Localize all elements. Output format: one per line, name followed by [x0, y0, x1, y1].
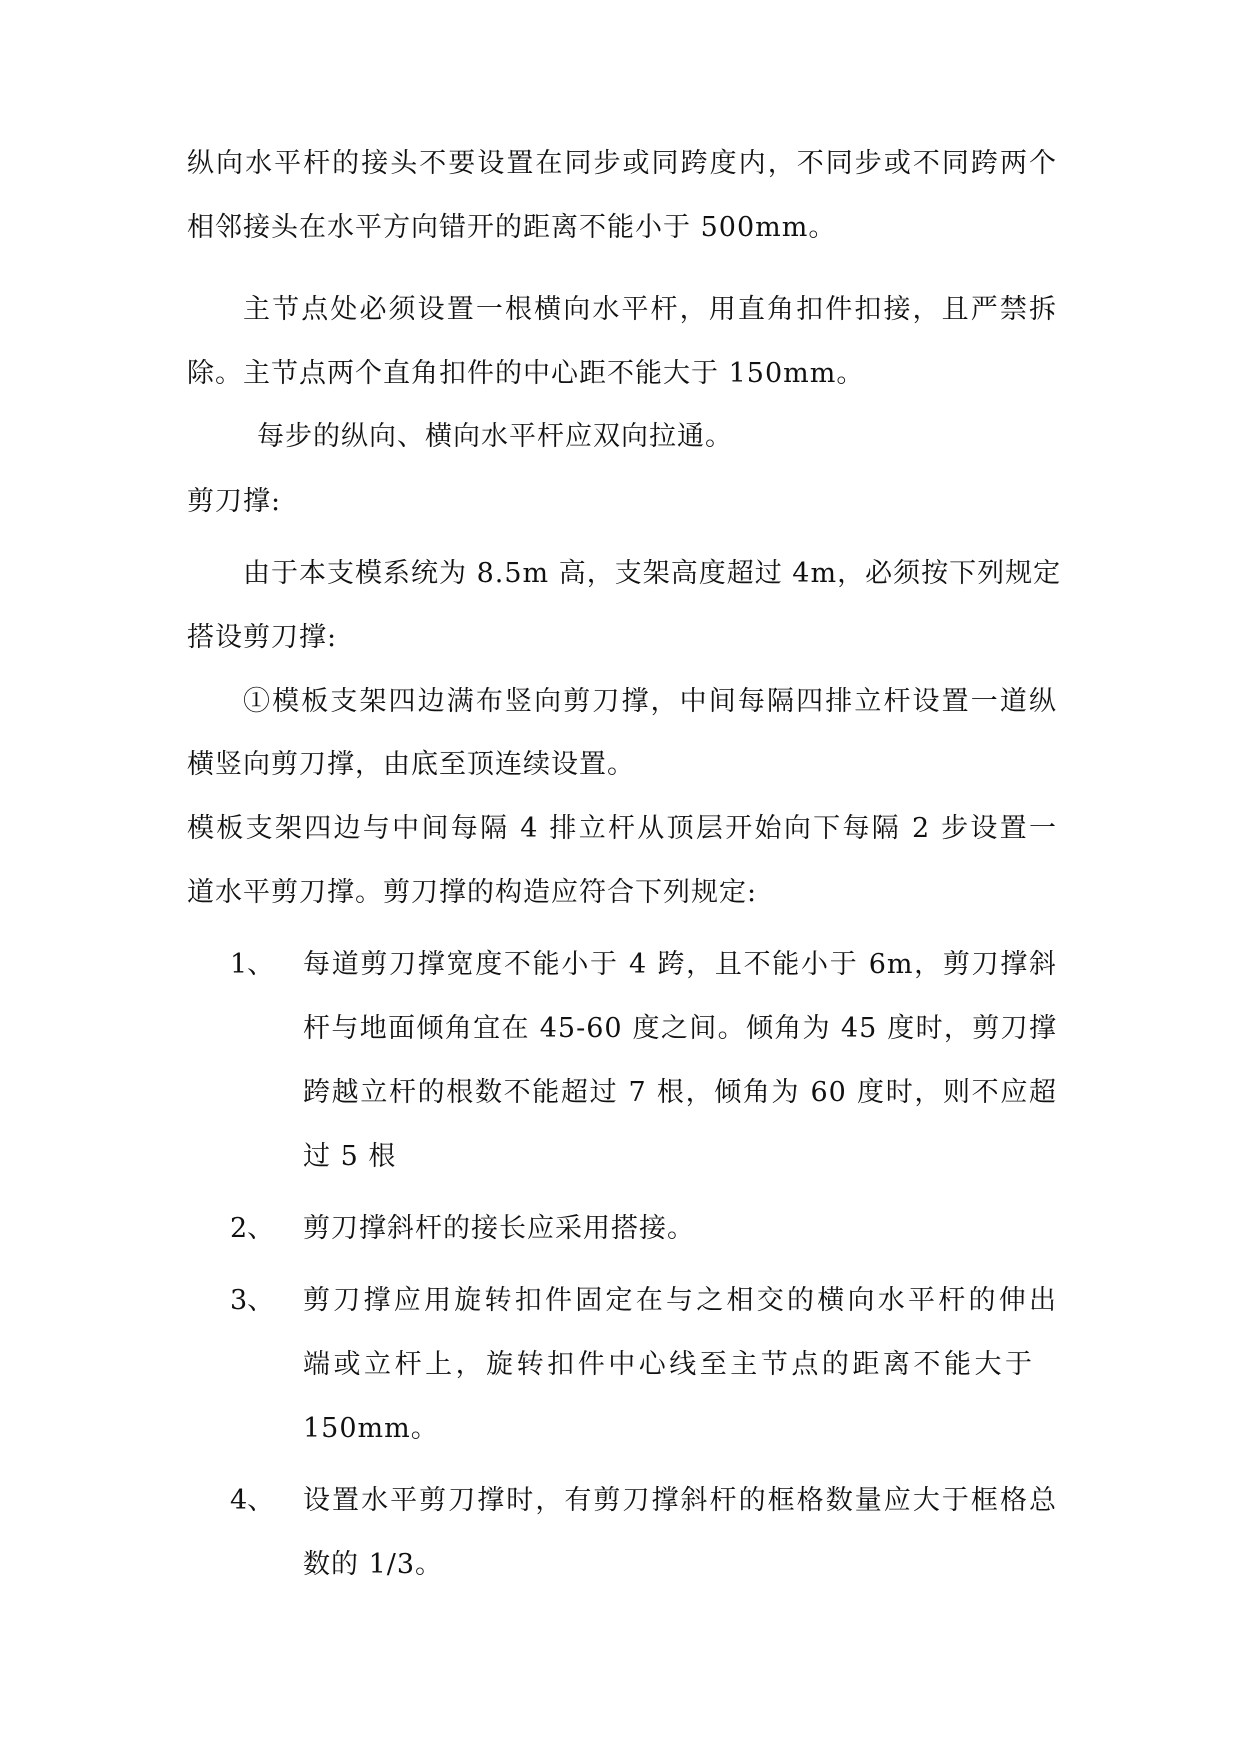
paragraph-2-line-1: 主节点处必须设置一根横向水平杆，用直角扣件扣接，且严禁拆 — [243, 294, 1057, 325]
list-item-3-line-2: 端或立杆上，旋转扣件中心线至主节点的距离不能大于 — [303, 1349, 1033, 1380]
list-item-1-line-1: 每道剪刀撑宽度不能小于 4 跨，且不能小于 6m，剪刀撑斜 — [303, 949, 1057, 980]
paragraph-1-line-1: 纵向水平杆的接头不要设置在同步或同跨度内，不同步或不同跨两个 — [187, 148, 1057, 179]
paragraph-6-line-2: 道水平剪刀撑。剪刀撑的构造应符合下列规定: — [187, 877, 758, 908]
list-item-3-number: 3、 — [230, 1285, 275, 1316]
paragraph-2-line-2: 除。主节点两个直角扣件的中心距不能大于 150mm。 — [187, 358, 865, 389]
list-item-1-line-2: 杆与地面倾角宜在 45-60 度之间。倾角为 45 度时，剪刀撑 — [303, 1013, 1057, 1044]
list-item-3-line-1: 剪刀撑应用旋转扣件固定在与之相交的横向水平杆的伸出 — [303, 1285, 1057, 1316]
section-heading: 剪刀撑: — [187, 486, 282, 517]
list-item-4-line-1: 设置水平剪刀撑时，有剪刀撑斜杆的框格数量应大于框格总 — [303, 1485, 1057, 1516]
list-item-1-line-3: 跨越立杆的根数不能超过 7 根，倾角为 60 度时，则不应超 — [303, 1077, 1057, 1108]
list-item-1-number: 1、 — [230, 949, 275, 980]
paragraph-4-line-1: 由于本支模系统为 8.5m 高，支架高度超过 4m，必须按下列规定 — [243, 558, 1062, 589]
list-item-1-line-4: 过 5 根 — [303, 1141, 397, 1172]
list-item-2-line-1: 剪刀撑斜杆的接长应采用搭接。 — [303, 1213, 695, 1244]
paragraph-6-line-1: 模板支架四边与中间每隔 4 排立杆从顶层开始向下每隔 2 步设置一 — [187, 813, 1057, 844]
paragraph-5-line-1: ①模板支架四边满布竖向剪刀撑，中间每隔四排立杆设置一道纵 — [243, 686, 1057, 717]
paragraph-3-line-1: 每步的纵向、横向水平杆应双向拉通。 — [257, 421, 733, 452]
paragraph-5-line-2: 横竖向剪刀撑，由底至顶连续设置。 — [187, 749, 635, 780]
list-item-4-line-2: 数的 1/3。 — [303, 1549, 444, 1580]
list-item-3-line-3: 150mm。 — [303, 1413, 439, 1444]
paragraph-1-line-2: 相邻接头在水平方向错开的距离不能小于 500mm。 — [187, 212, 837, 243]
list-item-4-number: 4、 — [230, 1485, 275, 1516]
list-item-2-number: 2、 — [230, 1213, 275, 1244]
paragraph-4-line-2: 搭设剪刀撑: — [187, 622, 338, 653]
